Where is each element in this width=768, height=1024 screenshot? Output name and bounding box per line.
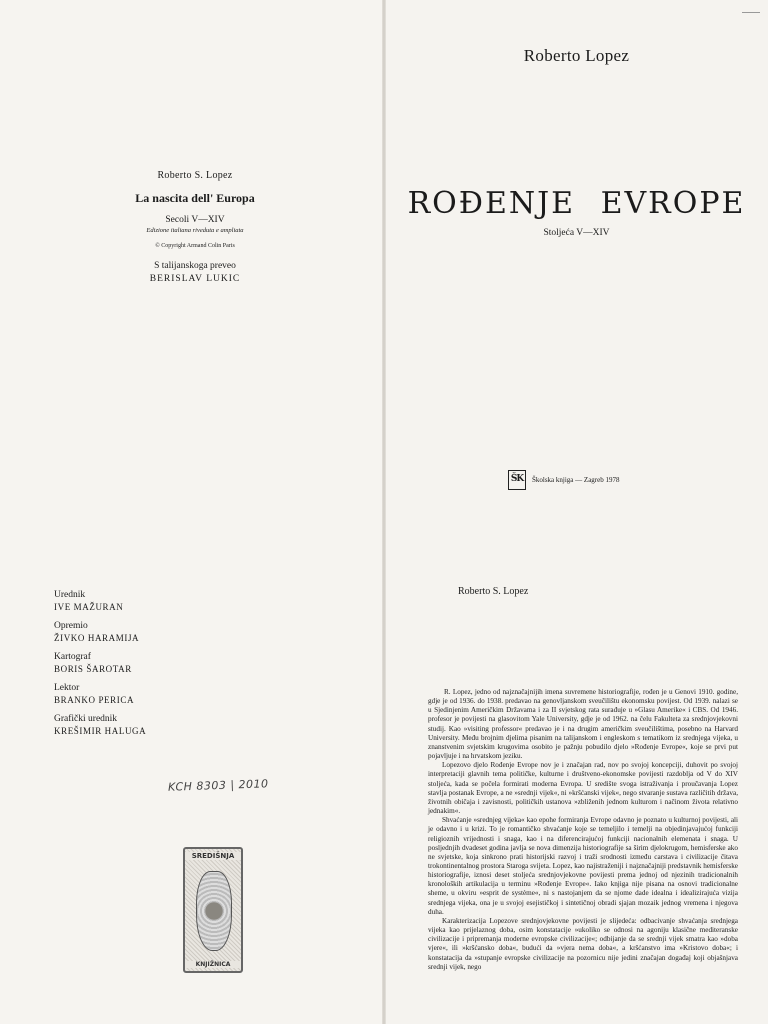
book-subtitle: Stoljeća V—XIV — [543, 228, 610, 238]
handwritten-call-number: KCH 8303 | 2010 — [167, 777, 269, 794]
edition-note: Edizione italiana riveduta e ampliata — [146, 227, 244, 234]
credit-role: Grafički urednik — [54, 714, 118, 724]
credit-role: Opremio — [54, 621, 88, 631]
credit-item — [54, 651, 254, 675]
paragraph: Lopezovo djelo Rođenje Evrope nov je i značajan rad, nov po svojoj koncepciji, duhovit po svojoj interpretaciji glavnih tema političke, kulturne i društveno-ekonomske povijesti razdoblja od V do XIV stoljeća, kada se počela formirati moderna Evropa. U središte svoga istraživanja i proučavanja Lopez stavlja postanak Evrope, a ne »srednji vijek«, ni »kršćanski vijek«, nego stvaranje sustava različitih država, životnih običaja i zavisnosti, političkih ustanova »zbliženih jednom kulturom i načinom života relativno jednakim«. — [428, 761, 738, 816]
about-author-heading: Roberto S. Lopez — [458, 586, 529, 597]
credit-name: KREŠIMIR HALUGA — [54, 726, 147, 736]
book-gutter — [382, 0, 386, 1024]
translator-name: BERISLAV LUKIC — [149, 274, 241, 284]
credit-role: Lektor — [54, 683, 80, 693]
credit-name: ŽIVKO HARAMIJA — [54, 633, 140, 643]
stamp-emblem-icon — [196, 871, 232, 951]
paragraph: Karakterizacija Lopezove srednjovjekovne povijesti je slijedeća: odbacivanje shvaćanja srednjega vijeka kao prijelaznog doba, osim konstatacije »ukoliko se odnosi na agoniju klasične mediteranske civilizacije i pripremanja moderne evropske civilizacije«; odbijanje da se srednji vijek smatra kao »doba vjere«, ili »kršćansko doba«, budući da »vjera nema doba«, a kršćanstvo ima »Kristovo doba«; i konstatacija da »stupanje evropske civilizacije na pozornicu nije jedini značajan događaj koji objašnjava srednji vijek, nego — [428, 916, 738, 971]
original-edition-block — [80, 170, 310, 284]
stamp-top-text: SREDIŠNJA — [185, 852, 241, 860]
credits-list — [54, 589, 254, 744]
paragraph: Shvaćanje »srednjeg vijeka« kao epohe formiranja Evrope odavno je poznato u kulturnoj povijesti, ali je odavno i u krizi. To je romantičko shvaćanje koje se temeljilo i temelji na objedinjavajućoj funkciji religioznih vrijednosti i snaga, kao i na diferencirajućoj funkciji nacionalnih elemenata i snaga. U posljednjih dvadeset godina javlja se nova dimenzija historiografije sa širim djelokrugom, hemisferske ako ne svjetske, koja sinkrono prati historijski razvoj i traži srodnosti između carstava i civilizacije čitava trokontinentalnog prostora Staroga svijeta. Lopez, kao najistraženiji i najznačajniji predstavnik hemisferske historiografije, iznosi deset stoljeća srednjovjekovne povijesti prema jednoj od njezinih tradicionalnih kronoloških artikulacija u terminu »Rođenje Evrope«. Iako knjiga nije pisana na osnovi tradicionalne sheme, u okviru »esprit de système«, ni s nastojanjem da se njome dade idealna i idealizirajuća vizija srednjega vijeka, ona je u svojoj esejističkoj i sintetičnoj obradi sjajan mozaik jednog vremena i njegova duha. — [428, 816, 738, 916]
credit-item — [54, 682, 254, 706]
library-stamp — [183, 847, 243, 973]
credit-item — [54, 713, 254, 737]
credit-item — [54, 589, 254, 613]
original-subtitle: Secoli V—XIV — [165, 215, 225, 225]
original-author: Roberto S. Lopez — [157, 170, 233, 181]
corner-mark — [742, 12, 760, 17]
original-title: La nascita dell' Europa — [135, 191, 255, 205]
paragraph: R. Lopez, jedno od najznačajnijih imena suvremene historiografije, rođen je u Genovi 1910. godine, gdje je od 1936. do 1938. predavao na genovljanskom sveučilištu ekonomsku povijest. Od 1939. nalazi se u Sjedinjenim Američkim Državama i za II svjetskog rata surađuje u »Glasu Amerike« i CBS. Od 1946. profesor je povijesti na glasovitom Yale University, gdje je od 1962. na čelu Fakulteta za srednjovjekovni studij. Kao »visiting professor« predavao je i na drugim američkim sveučilištima, posebno na Harvard University. Među brojnim djelima pisanim na talijanskom i engleskom s tematikom iz srednjega vijeka, u znanstvenim svjetskim krugovima osobito je pažnju pobudilo djelo »Rođenje Evrope«, koje se prvi put pojavljuje i na hrvatskom jeziku. — [428, 688, 738, 761]
book-author: Roberto Lopez — [523, 46, 630, 65]
credit-role: Urednik — [54, 590, 86, 600]
translated-from: S talijanskoga preveo — [154, 261, 236, 271]
stamp-bottom-text: KNJIŽNICA — [185, 961, 241, 968]
credit-name: BRANKO PERICA — [54, 695, 135, 705]
credit-name: IVE MAŽURAN — [54, 602, 124, 612]
credit-role: Kartograf — [54, 652, 91, 662]
book-title: ROĐENJE EVROPE — [407, 186, 746, 221]
publisher-logo-icon: ŠK — [508, 470, 526, 490]
author-biography — [428, 688, 738, 972]
publisher-line: Školska knjiga — Zagreb 1978 — [532, 476, 620, 484]
credit-name: BORIS ŠAROTAR — [54, 664, 132, 674]
copyright-notice: © Copyright Armand Colin Paris — [155, 243, 235, 249]
credit-item — [54, 620, 254, 644]
